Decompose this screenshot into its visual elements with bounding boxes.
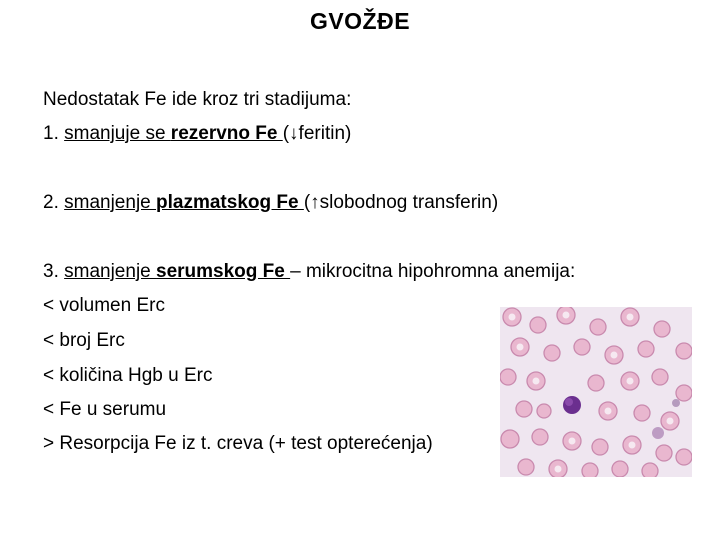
stage-2-note: (↑slobodnog transferin) xyxy=(303,192,499,213)
stage-3 xyxy=(43,260,575,284)
bullet-2: < broj Erc xyxy=(43,330,125,351)
stage-1 xyxy=(43,122,351,146)
stage-1-term: rezervno Fe xyxy=(170,123,283,144)
stage-3-lead: smanjenje xyxy=(64,261,157,282)
stage-3-note: – mikrocitna hipohromna anemija: xyxy=(290,261,576,282)
stage-1-number: 1. xyxy=(43,123,65,144)
stage-3-number: 3. xyxy=(43,261,65,282)
stage-1-lead: smanjuje se xyxy=(64,123,171,144)
stage-2-number: 2. xyxy=(43,192,65,213)
stage-2-lead: smanjenje xyxy=(64,192,157,213)
bullet-1: < volumen Erc xyxy=(43,295,165,316)
stage-3-term: serumskog Fe xyxy=(156,261,291,282)
bullet-3: < količina Hgb u Erc xyxy=(43,365,213,386)
slide-title: GVOŽĐE xyxy=(309,8,411,34)
stage-2 xyxy=(43,191,498,215)
intro-text: Nedostatak Fe ide kroz tri stadijuma: xyxy=(43,89,352,110)
stage-1-note: (↓feritin) xyxy=(282,123,352,144)
bullet-4: < Fe u serumu xyxy=(43,399,167,420)
blood-smear-illustration xyxy=(500,307,692,477)
stage-2-term: plazmatskog Fe xyxy=(156,192,304,213)
blood-smear-image xyxy=(500,307,692,477)
bullet-5: > Resorpcija Fe iz t. creva (+ test opterećenja) xyxy=(43,433,433,454)
